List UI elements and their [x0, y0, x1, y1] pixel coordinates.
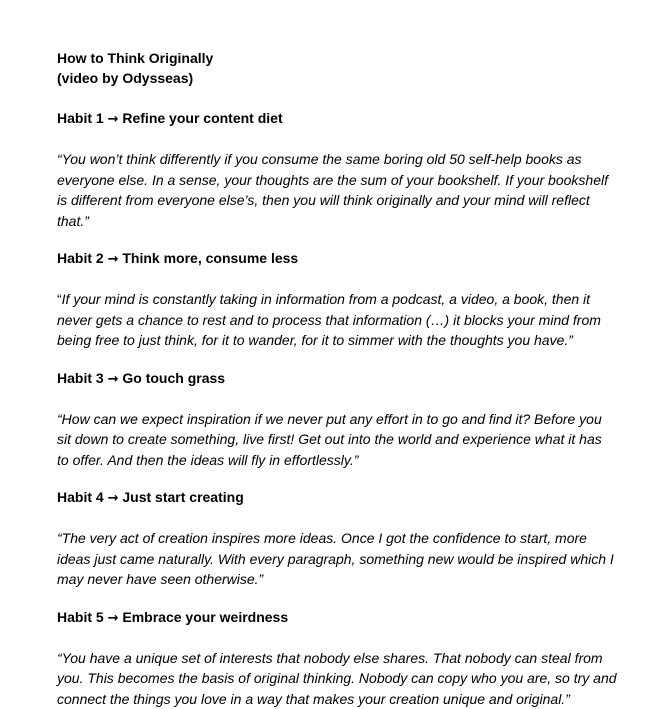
habit-quote [57, 289, 617, 351]
arrow-right-icon: → [108, 372, 119, 387]
habit-name: Just start creating [122, 489, 243, 505]
habit-name: Go touch grass [122, 370, 225, 386]
quote-text: You have a unique set of interests that nobody else shares. That nobody can steal from you. This becomes the basis of original thinking. Nobody can copy who you are, so try and connect the things you love in a way that makes your creation unique and original.” [57, 650, 617, 707]
habit-name: Think more, consume less [122, 250, 298, 266]
quote-open-mark: “ [57, 530, 62, 546]
quote-text: The very act of creation inspires more ideas. Once I got the confidence to start, more ideas just came naturally. With every paragraph, something new would be inspired which I may never have seen otherwise.” [57, 530, 614, 587]
habit-heading [57, 607, 617, 629]
habit-heading [57, 248, 617, 270]
habit-name: Embrace your weirdness [122, 609, 288, 625]
habit-quote [57, 409, 617, 471]
habit-number: Habit 5 [57, 609, 104, 625]
habit-section-2 [57, 248, 617, 368]
habit-section-5 [57, 607, 617, 709]
habit-section-1 [57, 108, 617, 248]
habit-number: Habit 3 [57, 370, 104, 386]
habit-number: Habit 1 [57, 110, 104, 126]
habit-number: Habit 4 [57, 489, 104, 505]
document-body [57, 48, 617, 709]
habit-heading [57, 368, 617, 390]
habit-quote [57, 149, 617, 231]
habit-name: Refine your content diet [122, 110, 282, 126]
quote-text: If your mind is constantly taking in information from a podcast, a video, a book, then it never gets a chance to rest and to process that information (…) it blocks your mind from being free to just think, for it to wander, for it to simmer with the thoughts you have.” [57, 291, 601, 348]
arrow-right-icon: → [108, 252, 119, 267]
quote-open-mark: “ [57, 411, 62, 427]
quote-open-mark: “ [57, 291, 62, 307]
habit-heading [57, 108, 617, 130]
title-main: How to Think Originally [57, 48, 617, 68]
quote-text: You won’t think differently if you consume the same boring old 50 self-help books as everyone else. In a sense, your thoughts are the sum of your bookshelf. If your bookshelf is different from everyone else’s, then you will think originally and your mind will reflect that.” [57, 151, 608, 229]
habit-section-4 [57, 487, 617, 607]
habit-quote [57, 528, 617, 590]
habit-section-3 [57, 368, 617, 488]
habit-heading [57, 487, 617, 509]
habit-number: Habit 2 [57, 250, 104, 266]
arrow-right-icon: → [108, 112, 119, 127]
arrow-right-icon: → [108, 491, 119, 506]
quote-open-mark: “ [57, 650, 62, 666]
document-title [57, 48, 617, 88]
title-credit: (video by Odysseas) [57, 68, 617, 88]
quote-open-mark: “ [57, 151, 62, 167]
quote-text: How can we expect inspiration if we never put any effort in to go and find it? Before you sit down to create something, live first! Get out into the world and experience what it has to offer. And then the ideas will fly in effortlessly.” [57, 411, 602, 468]
arrow-right-icon: → [108, 611, 119, 626]
